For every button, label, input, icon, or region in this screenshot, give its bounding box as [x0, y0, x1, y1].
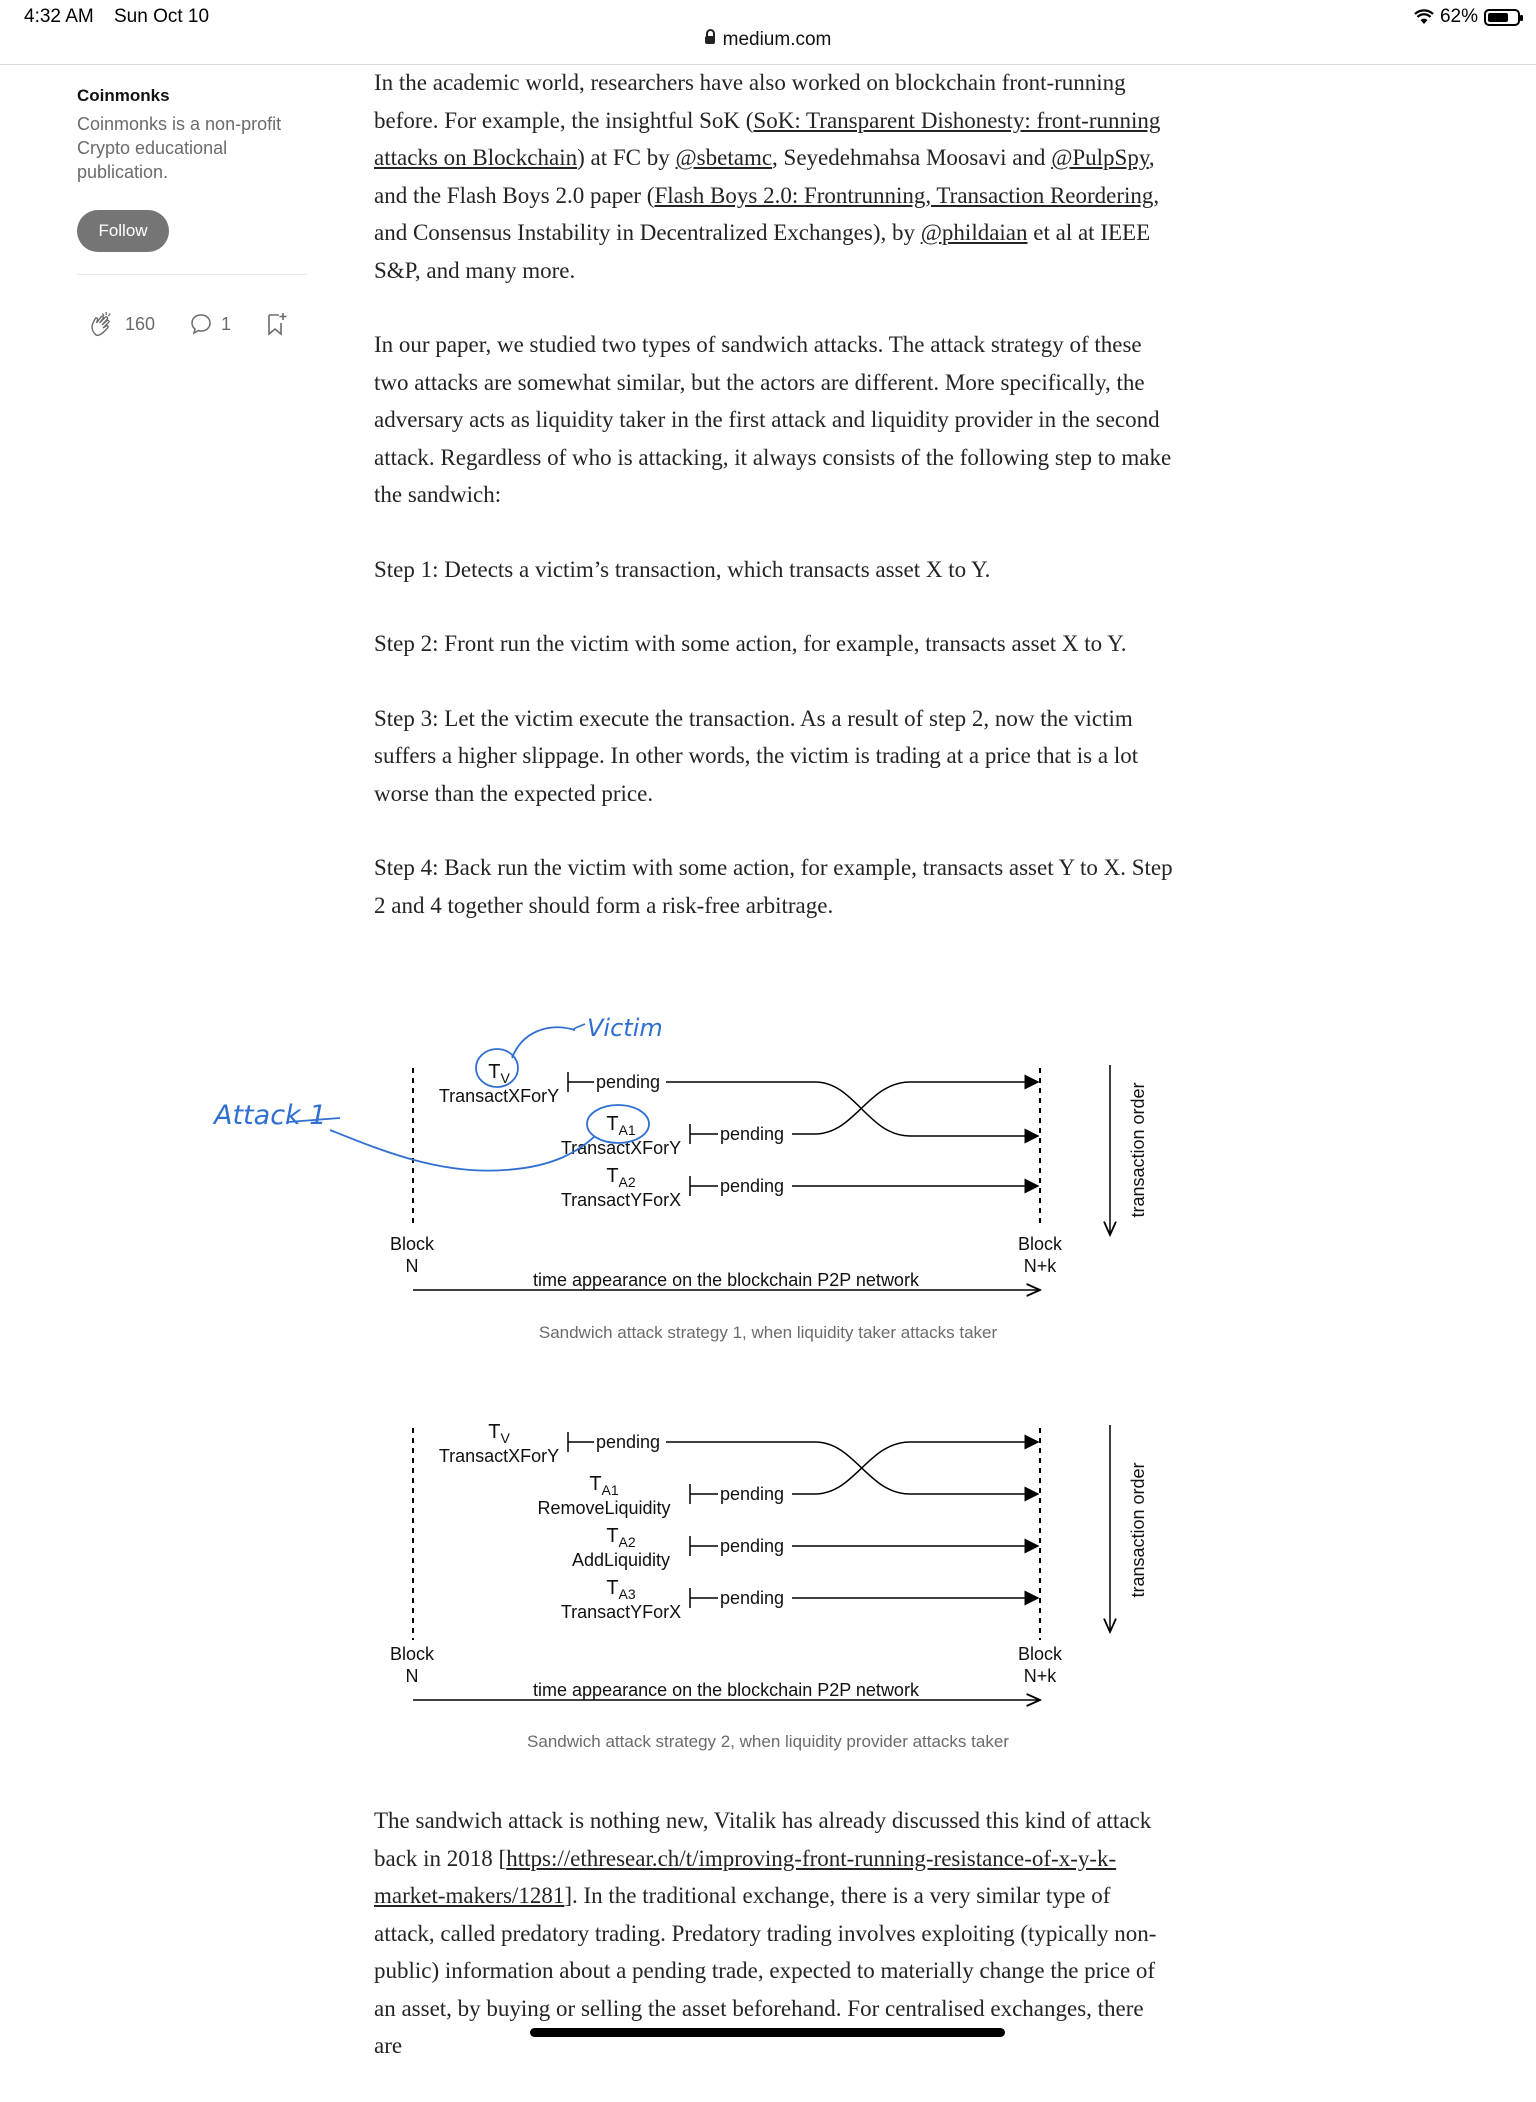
- ta1-path: [792, 1082, 1038, 1134]
- text-segment: , and the Flash Boys 2.0 paper (: [374, 145, 1155, 208]
- ta3-pending-2: pending: [720, 1588, 785, 1608]
- responses-button[interactable]: [189, 312, 231, 336]
- publication-description: Coinmonks is a non-profit Crypto educational publication.: [77, 114, 282, 182]
- paragraph-related-work: [374, 64, 1174, 289]
- tv-label: $T_V$: [488, 1061, 510, 1086]
- sidebar-divider: [77, 274, 307, 275]
- block-nk-label: Block N+k: [1017, 1234, 1063, 1276]
- ta2-label: $T_{A2}$: [606, 1165, 636, 1190]
- home-indicator[interactable]: [530, 2028, 1005, 2037]
- ta2-pending: pending: [720, 1176, 785, 1196]
- ta1-label: $T_{A1}$: [606, 1113, 636, 1138]
- status-time: 4:32 AM: [24, 6, 94, 27]
- ta1-pending: pending: [720, 1124, 785, 1144]
- address-bar[interactable]: [0, 26, 1536, 65]
- ta3-label-2: $T_{A3}$: [606, 1577, 636, 1602]
- block-nk-label-2: Block N+k: [1017, 1644, 1063, 1686]
- battery-icon: [1484, 9, 1520, 26]
- paragraph-step-3: Step 3: Let the victim execute the transaction. As a result of step 2, now the victim suffers a higher slippage. In other words, the victim is trading at a price that is a lot worse than the expected price.: [374, 705, 1139, 806]
- text-segment: ]. In the traditional exchange, there is a very similar type of attack, called predatory trading. Predatory trading involves exploiting (typically non-public) information about a pending trade, expected to materially change the price of an asset, by buying or selling the asset beforehand. For centralised exchanges, there are: [374, 1883, 1157, 2058]
- figure-sandwich-strategy-1: [0, 1005, 1536, 1325]
- paragraph-step-1: Step 1: Detects a victim’s transaction, which transacts asset X to Y.: [374, 556, 991, 582]
- bookmark-icon: [265, 311, 289, 337]
- ta2-pending-2: pending: [720, 1536, 785, 1556]
- paragraph-history: [374, 1802, 1174, 2065]
- url-text: medium.com: [722, 29, 832, 50]
- ta1-label-2: $T_{A1}$: [589, 1473, 619, 1498]
- ta2-action-2: AddLiquidity: [571, 1550, 671, 1570]
- bookmark-button[interactable]: [265, 311, 289, 337]
- tv-pending: pending: [596, 1072, 661, 1092]
- link-phildaian[interactable]: @phildaian: [920, 220, 1028, 245]
- url-display[interactable]: [0, 29, 1536, 51]
- article-body-continued: [374, 1802, 1174, 2102]
- y-axis-label: transaction order: [1128, 1082, 1148, 1218]
- paragraph-step-2: Step 2: Front run the victim with some action, for example, transacts asset X to Y.: [374, 631, 1127, 656]
- text-segment: ) at FC by: [577, 145, 676, 170]
- ta2-label-2: $T_{A2}$: [606, 1525, 636, 1550]
- tv-pending-2: pending: [596, 1432, 661, 1452]
- link-pulpspy[interactable]: @PulpSpy: [1051, 145, 1149, 170]
- clap-button[interactable]: [87, 309, 155, 339]
- publication-name[interactable]: Coinmonks: [77, 86, 170, 105]
- text-segment: The sandwich attack is nothing new, Vitalik has already discussed this kind of attack back in 2018 [: [374, 1808, 1152, 1871]
- link-sbetamc[interactable]: @sbetamc: [675, 145, 773, 170]
- ta3-action-2: TransactYForX: [560, 1602, 682, 1622]
- text-segment: et al at IEEE S&P, and many more.: [374, 220, 1151, 283]
- link-flash-boys[interactable]: Flash Boys 2.0: Frontrunning, Transaction Reordering: [654, 182, 1154, 208]
- clap-icon: [87, 309, 117, 339]
- figure-2-caption: Sandwich attack strategy 2, when liquidity provider attacks taker: [527, 1732, 1009, 1751]
- ta1-action-2: RemoveLiquidity: [537, 1498, 671, 1518]
- paragraph-step-4: Step 4: Back run the victim with some action, for example, transacts asset Y to X. Step 2 and 4 together should form a risk-free arbitrage.: [374, 855, 1173, 918]
- comment-icon: [189, 312, 213, 336]
- x-axis-label-2: time appearance on the blockchain P2P network: [533, 1680, 919, 1700]
- tv-action-2: TransactXForY: [438, 1446, 560, 1466]
- article-body: [374, 64, 1174, 961]
- ta1-pending-2: pending: [720, 1484, 785, 1504]
- tv-action: TransactXForY: [438, 1086, 560, 1106]
- paragraph-paper-summary: In our paper, we studied two types of sandwich attacks. The attack strategy of these two attacks are somewhat similar, but the actors are different. More specifically, the adversary acts as liquidity taker in the first attack and liquidity provider in the second attack. Regardless of who is attacking, it always consists of the following step to make the sandwich:: [374, 332, 1172, 507]
- article-actions: [77, 309, 307, 339]
- status-right: [1414, 6, 1520, 28]
- clap-count: 160: [125, 313, 156, 334]
- figure-1-caption: Sandwich attack strategy 1, when liquidity taker attacks taker: [538, 1323, 998, 1342]
- figure-sandwich-strategy-2: [0, 1410, 1536, 1710]
- text-segment: , Seyedehmahsa Moosavi and: [772, 145, 1052, 170]
- tv-label-2: $T_V$: [488, 1421, 510, 1446]
- sidebar: [77, 86, 307, 339]
- ta2-action: TransactYForX: [560, 1190, 682, 1210]
- annotation-victim: Victim: [587, 1014, 663, 1042]
- block-n-label: Block N: [389, 1234, 435, 1276]
- status-date: Sun Oct 10: [114, 6, 210, 27]
- response-count: 1: [221, 313, 232, 334]
- y-axis-label-2: transaction order: [1128, 1462, 1148, 1598]
- battery-percent: 62%: [1439, 6, 1478, 27]
- text-segment: In the academic world, researchers have also worked on blockchain front-running before. For example, the insightful SoK (: [374, 70, 1126, 133]
- wifi-icon: [1414, 9, 1434, 25]
- block-n-label-2: Block N: [389, 1644, 435, 1686]
- link-ethresear[interactable]: https://ethresear.ch/t/improving-front-running-resistance-of-x-y-k-market-makers/1281: [374, 1845, 1117, 1908]
- ta1-action: TransactXForY: [560, 1138, 682, 1158]
- x-axis-label: time appearance on the blockchain P2P network: [533, 1270, 919, 1290]
- lock-icon: [705, 36, 715, 44]
- follow-button[interactable]: Follow: [77, 210, 169, 252]
- text-segment: , and Consensus Instability in Decentralized Exchanges), by: [374, 182, 1160, 245]
- link-sok-paper[interactable]: SoK: Transparent Dishonesty: front-running attacks on Blockchain: [374, 107, 1161, 170]
- annotation-attack-1: Attack 1: [214, 1100, 327, 1131]
